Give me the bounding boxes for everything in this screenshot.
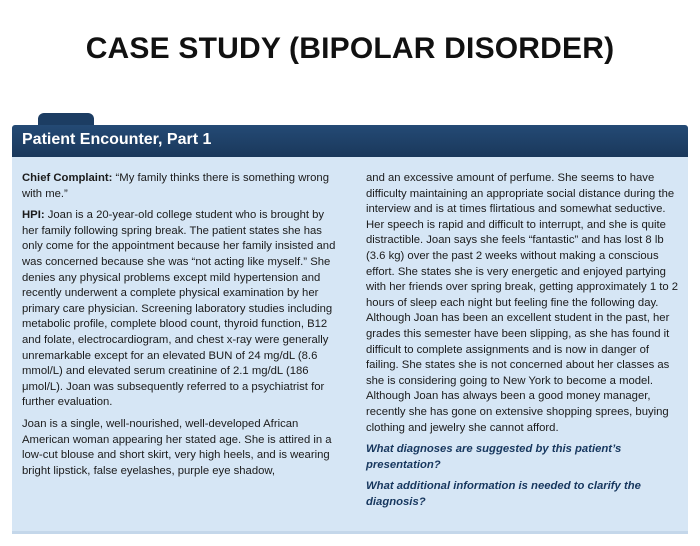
chief-complaint-text: “My family thinks there is something wrong with me.” [22, 172, 329, 200]
card-header [12, 125, 688, 157]
left-column [22, 171, 338, 485]
right-paragraph: and an excessive amount of perfume. She seems to have difficulty maintaining an appropriate social distance during the interview and is at times flirtatious and somewhat seductive. Her speech is rapid and difficult to interrupt, and she is quite distractible. Joan says she feels “fantastic” and has lost 8 lb (3.6 kg) over the past 2 weeks without making a conscious effort. She states she is very energetic and enjoyed partying with her friends over spring break, getting approximately 1 to 2 hours of sleep each night but feeling fine the following day. Although Joan has been an excellent student in the past, her grades this semester have been slipping, as she has found it difficult to complete assignments and is now in danger of failing. She states she is not concerned about her classes as she is considering going to New York to become a model. Although Joan has always been a good money manager, recently she has gone on extensive shopping sprees, buying clothing and jewelry she cannot afford. [366, 172, 679, 434]
slide-title: CASE STUDY (BIPOLAR DISORDER) [85, 32, 615, 65]
appearance-paragraph: Joan is a single, well-nourished, well-developed African American woman appearing her stated age. She is attired in a low-cut blouse and short skirt, very high heels, and is wearing bright lipstick, false eyelashes, purple eye shadow, [22, 417, 332, 477]
hpi-text: Joan is a 20-year-old college student who is brought by her family following spring break. The patient states she has only come for the appointment because her family insisted and was concerned because she was “not acting like myself.” She denies any physical problems except mild hypertension and recently underwent a complete physical examination by her primary care physician. Screening laboratory studies including metabolic profile, complete blood count, thyroid function, B12 and folate, electrocardiogram, and chest x-ray were generally unremarkable except for an elevated BUN of 24 mg/dL (8.6 mmol/L) and elevated serum creatinine of 2.1 mg/dL (186 μmol/L). Joan was subsequently referred to a psychiatrist for further evaluation. [22, 209, 336, 409]
question-diagnoses: What diagnoses are suggested by this patient’s presentation? [366, 443, 622, 471]
hpi-label: HPI: [22, 209, 45, 222]
hpi [22, 208, 338, 411]
card-body [12, 157, 688, 534]
patient-encounter-card [12, 113, 688, 531]
card-header-title: Patient Encounter, Part 1 [22, 131, 212, 148]
chief-complaint-label: Chief Complaint: [22, 172, 113, 184]
right-column [366, 171, 682, 516]
question-additional-info: What additional information is needed to clarify the diagnosis? [366, 480, 641, 508]
chief-complaint [22, 171, 338, 202]
